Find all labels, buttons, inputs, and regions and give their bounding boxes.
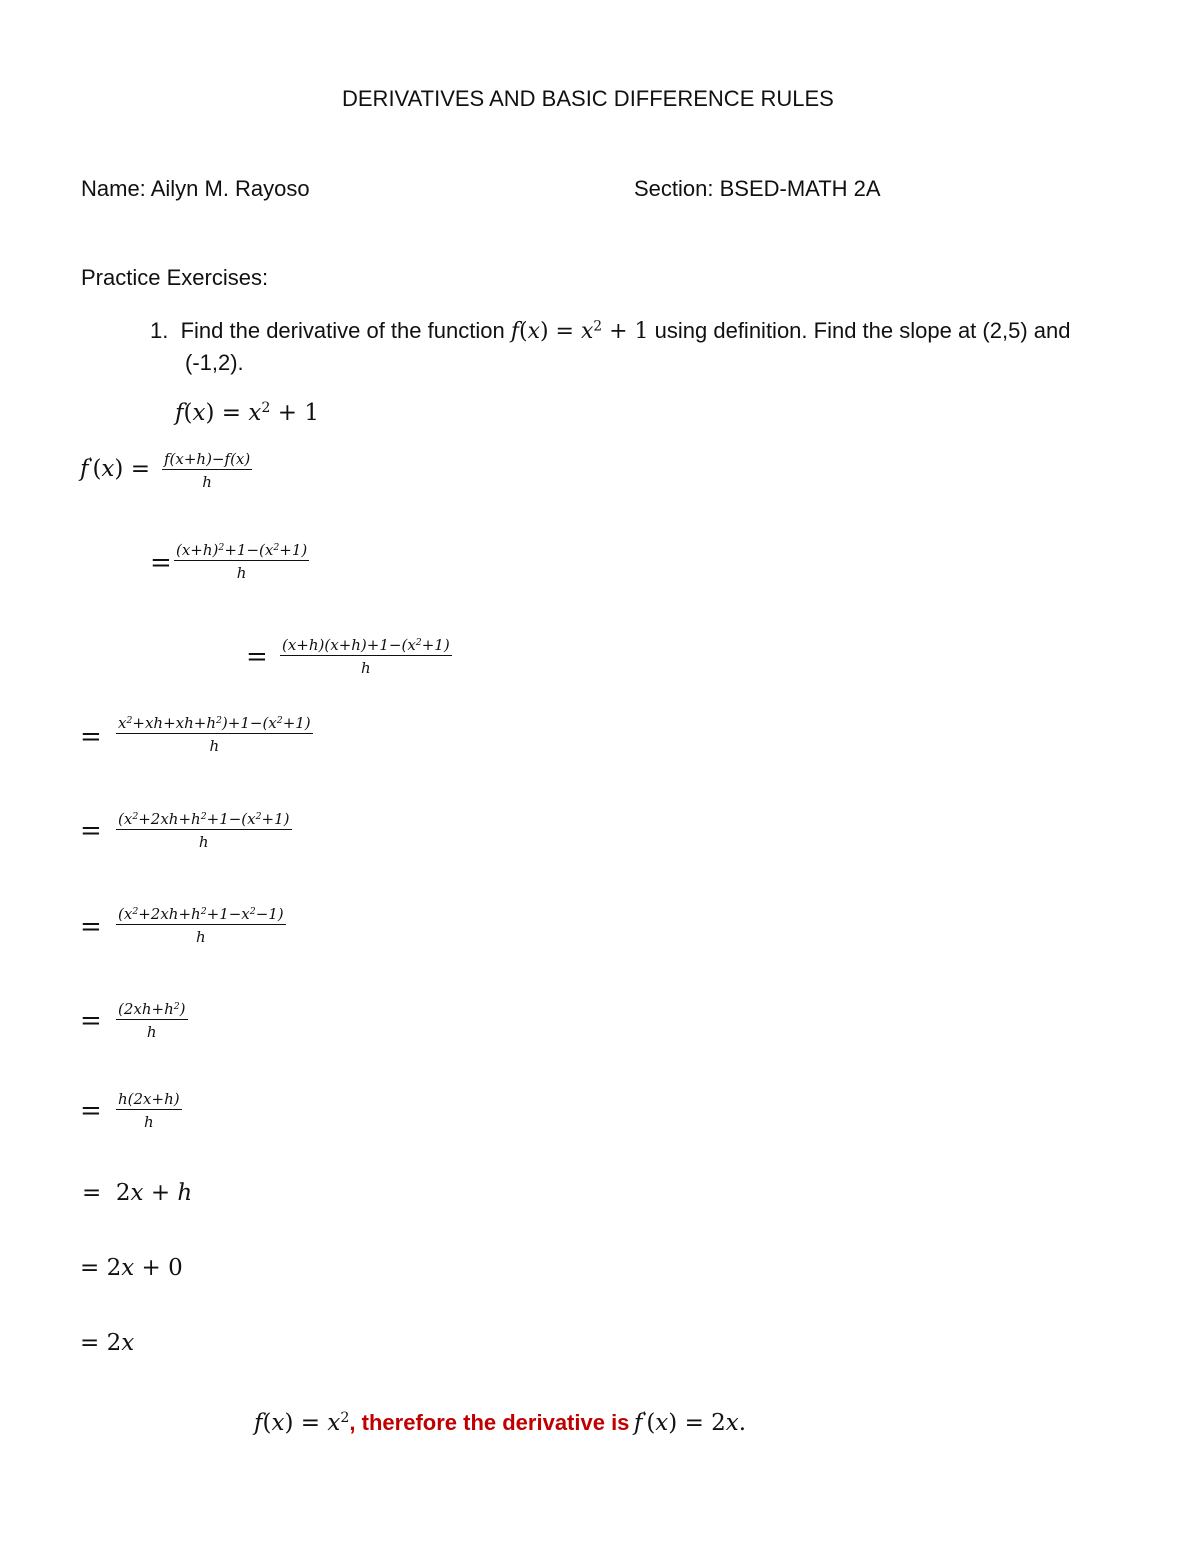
page-title: DERIVATIVES AND BASIC DIFFERENCE RULES xyxy=(342,86,834,111)
step-4-fraction: $\frac{x^2+xh+xh+h^2)+1-(x^2+1)}{h}$ xyxy=(118,714,311,755)
step-4-equals: = xyxy=(80,722,102,752)
step-7-equals: = xyxy=(80,1006,102,1036)
given-function: $f(x) = x^2 + 1$ xyxy=(175,400,319,426)
name-line: Name: Ailyn M. Rayoso xyxy=(81,176,310,201)
step-9: = 2x + h xyxy=(82,1180,193,1206)
problem-line-2: (-1,2). xyxy=(185,350,244,375)
problem-text-before: Find the derivative of the function xyxy=(180,318,505,343)
step-8-equals: = xyxy=(80,1096,102,1126)
derivative-label: f'(x) = xyxy=(80,456,150,482)
step-5-fraction: $\frac{(x^2+2xh+h^2+1-(x^2+1)}{h}$ xyxy=(118,810,290,851)
step-1-fraction: $\frac{f(x+h)-f(x)}{h}$ xyxy=(164,450,251,491)
conclusion-text: , therefore the derivative is xyxy=(349,1410,630,1435)
problem-text-after: using definition. Find the slope at (2,5) and xyxy=(654,318,1071,343)
conclusion-derivative: f'(x) = 2x. xyxy=(633,1410,747,1436)
section-line: Section: BSED-MATH 2A xyxy=(634,176,881,201)
step-8-fraction: $\frac{h(2x+h)}{h}$ xyxy=(118,1090,180,1131)
problem-number: 1. xyxy=(150,318,169,343)
exercises-heading: Practice Exercises: xyxy=(81,265,269,290)
step-11: = 2x xyxy=(80,1330,135,1356)
step-10: = 2x + 0 xyxy=(80,1255,183,1281)
step-2-fraction: $\frac{(x+h)^2+1-(x^2+1)}{h}$ xyxy=(176,541,308,582)
problem-function: $f(x) = x^2 + 1$ xyxy=(510,318,649,344)
problem-line-1 xyxy=(150,318,1070,344)
step-2-equals: = xyxy=(150,548,172,578)
step-3-equals: = xyxy=(246,642,268,672)
conclusion-function: $f(x) = x^2$ xyxy=(254,1410,350,1436)
conclusion xyxy=(254,1410,746,1436)
step-5-equals: = xyxy=(80,816,102,846)
step-7-fraction: $\frac{(2xh+h^2)}{h}$ xyxy=(118,1000,186,1041)
step-3-fraction: $\frac{(x+h)(x+h)+1-(x^2+1)}{h}$ xyxy=(282,636,450,677)
step-6-equals: = xyxy=(80,912,102,942)
step-6-fraction: $\frac{(x^2+2xh+h^2+1-x^2-1)}{h}$ xyxy=(118,905,284,946)
